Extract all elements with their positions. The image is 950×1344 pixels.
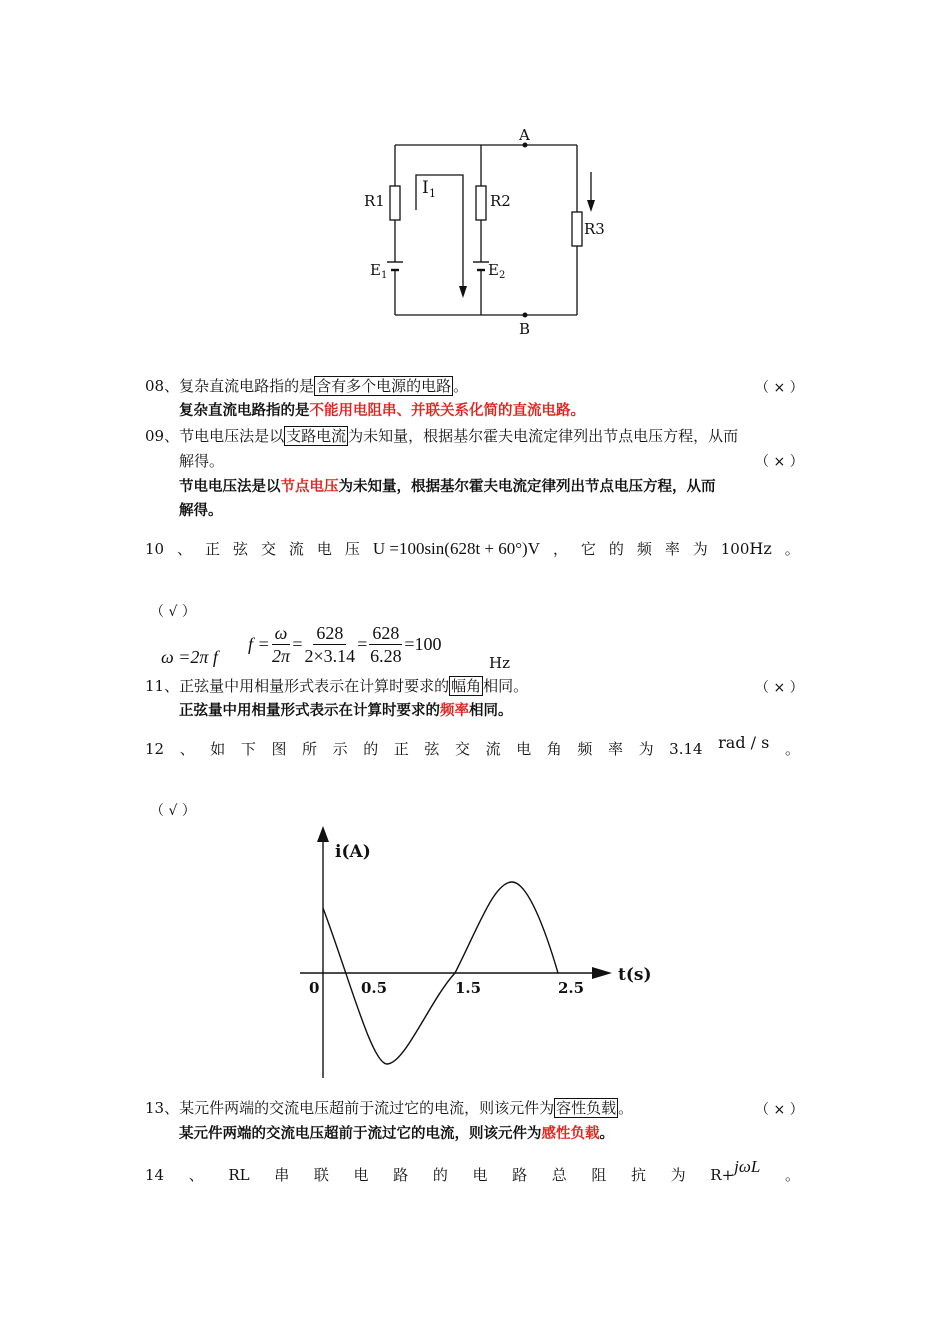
x-axis-arrow <box>592 967 612 979</box>
q13-boxed-term: 容性负载 <box>556 1099 617 1117</box>
q08-question: 08、复杂直流电路指的是 含有多个电源的电路 。 <box>145 377 469 395</box>
q13-mark: （ × ） <box>755 1102 804 1118</box>
q09-answer-line2: 解得。 <box>179 503 223 519</box>
q09-question-line2: 解得。 <box>179 452 225 470</box>
q10-frequency-derivation: f = $\frac{\omega}{2\pi}$ = $\frac{628}{2\times 3.14}$ = $\frac{628}{6.28}$ =100 <box>248 623 442 666</box>
origin-label: 0 <box>309 979 320 997</box>
node-a-label: A <box>519 126 530 144</box>
q12-mark: （ √ ） <box>150 803 196 819</box>
q08-mark: （ × ） <box>755 380 804 396</box>
q14-impedance-formula: jωL <box>734 1157 761 1176</box>
q10-voltage-formula: U =100sin(628t + 60°)V <box>372 539 540 558</box>
tick-2-5: 2.5 <box>558 979 585 997</box>
q11-boxed-term: 幅角 <box>451 677 482 695</box>
q11-answer: 正弦量中用相量形式表示在计算时要求的频率相同。 <box>179 703 513 719</box>
q09-mark: （ × ） <box>755 454 804 470</box>
sine-wave-graph <box>290 820 660 1085</box>
q08-boxed-term: 含有多个电源的电路 <box>316 377 452 395</box>
i1-label: I <box>422 178 429 198</box>
r1-label: R1 <box>364 192 385 210</box>
q10-omega-equation: ω =2π f <box>161 647 218 667</box>
node-b-label: B <box>519 320 531 338</box>
q12-question: 12 、 如 下 图 所 示 的 正 弦 交 流 电 角 频 率 为 3.14 rad / s 。 <box>145 733 800 758</box>
q10-question: 10 、 正 弦 交 流 电 压 U =100sin(628t + 60°)V ， 它 的 频 率 为 100Hz 。 <box>145 539 800 558</box>
e2-label: E <box>488 261 499 279</box>
e1-label: E <box>370 261 381 279</box>
r2-label: R2 <box>490 192 511 210</box>
y-axis-arrow <box>317 826 329 842</box>
q09-question: 09、节电电压法是以 支路电流 为未知量，根据基尔霍夫电流定律列出节点电压方程，从而 <box>145 427 739 445</box>
e1-subscript: 1 <box>381 270 388 281</box>
q09-answer: 节电电压法是以节点电压为未知量，根据基尔霍夫电流定律列出节点电压方程，从而 <box>179 479 716 495</box>
tick-1-5: 1.5 <box>455 979 482 997</box>
q10-mark: （ √ ） <box>150 604 196 620</box>
y-axis-label: i(A) <box>335 842 371 862</box>
q13-question: 13、某元件两端的交流电压超前于流过它的电流，则该元件为 容性负载 。 <box>145 1099 634 1117</box>
q13-answer: 某元件两端的交流电压超前于流过它的电流，则该元件为感性负载。 <box>179 1126 614 1142</box>
q08-answer: 复杂直流电路指的是不能用电阻串、并联关系化简的直流电路。 <box>179 403 585 419</box>
q11-mark: （ × ） <box>755 680 804 696</box>
q11-question: 11、正弦量中用相量形式表示在计算时要求的 幅角 相同。 <box>145 677 529 695</box>
q14-question: 14 、 RL 串 联 电 路 的 电 路 总 阻 抗 为 R+jωL 。 <box>145 1157 800 1184</box>
x-axis-label: t(s) <box>618 965 652 985</box>
tick-0-5: 0.5 <box>361 979 388 997</box>
q09-boxed-term: 支路电流 <box>286 427 347 445</box>
q10-result-unit: Hz <box>489 654 510 672</box>
circuit-diagram <box>350 120 605 340</box>
e2-subscript: 2 <box>499 270 506 281</box>
r3-label: R3 <box>584 220 605 238</box>
i1-subscript: 1 <box>429 187 436 200</box>
